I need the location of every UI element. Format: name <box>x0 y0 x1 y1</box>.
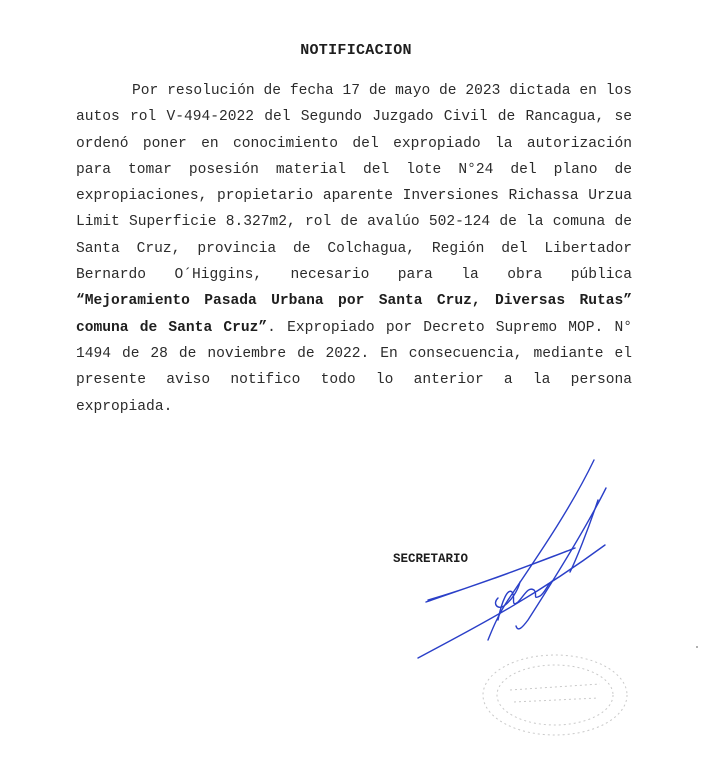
notice-body-intro: Por resolución de fecha 17 de mayo de 2023 dictada en los autos rol V-494-2022 del Segundo Juzgado Civil de Rancagua, se ordenó poner en conocimiento del expropiado la autorización para tomar posesión material del lote N°24 del plano de expropiaciones, propietario aparente Inversiones Richassa Urzua Limit Superficie 8.327m2, rol de avalúo 502-124 de la comuna de Santa Cruz, provincia de Colchagua, Región del Libertador Bernardo O´Higgins, necesario para la obra pública <box>76 83 632 284</box>
faded-stamp <box>470 640 640 750</box>
scan-speck <box>696 646 698 648</box>
notice-body-closing: . Expropiado por Decreto Supremo MOP. N° 1494 de 28 de noviembre de 2022. En consecuencia, mediante el presente aviso notifico todo lo anterior a la persona expropiada. <box>76 319 632 415</box>
handwritten-signature <box>400 450 630 670</box>
project-name: “Mejoramiento Pasada Urbana por Santa Cruz, Diversas Rutas” comuna de Santa Cruz” <box>76 293 632 336</box>
notice-body <box>76 78 632 420</box>
document-title: NOTIFICACION <box>300 42 412 59</box>
signatory-label: SECRETARIO <box>393 552 469 566</box>
